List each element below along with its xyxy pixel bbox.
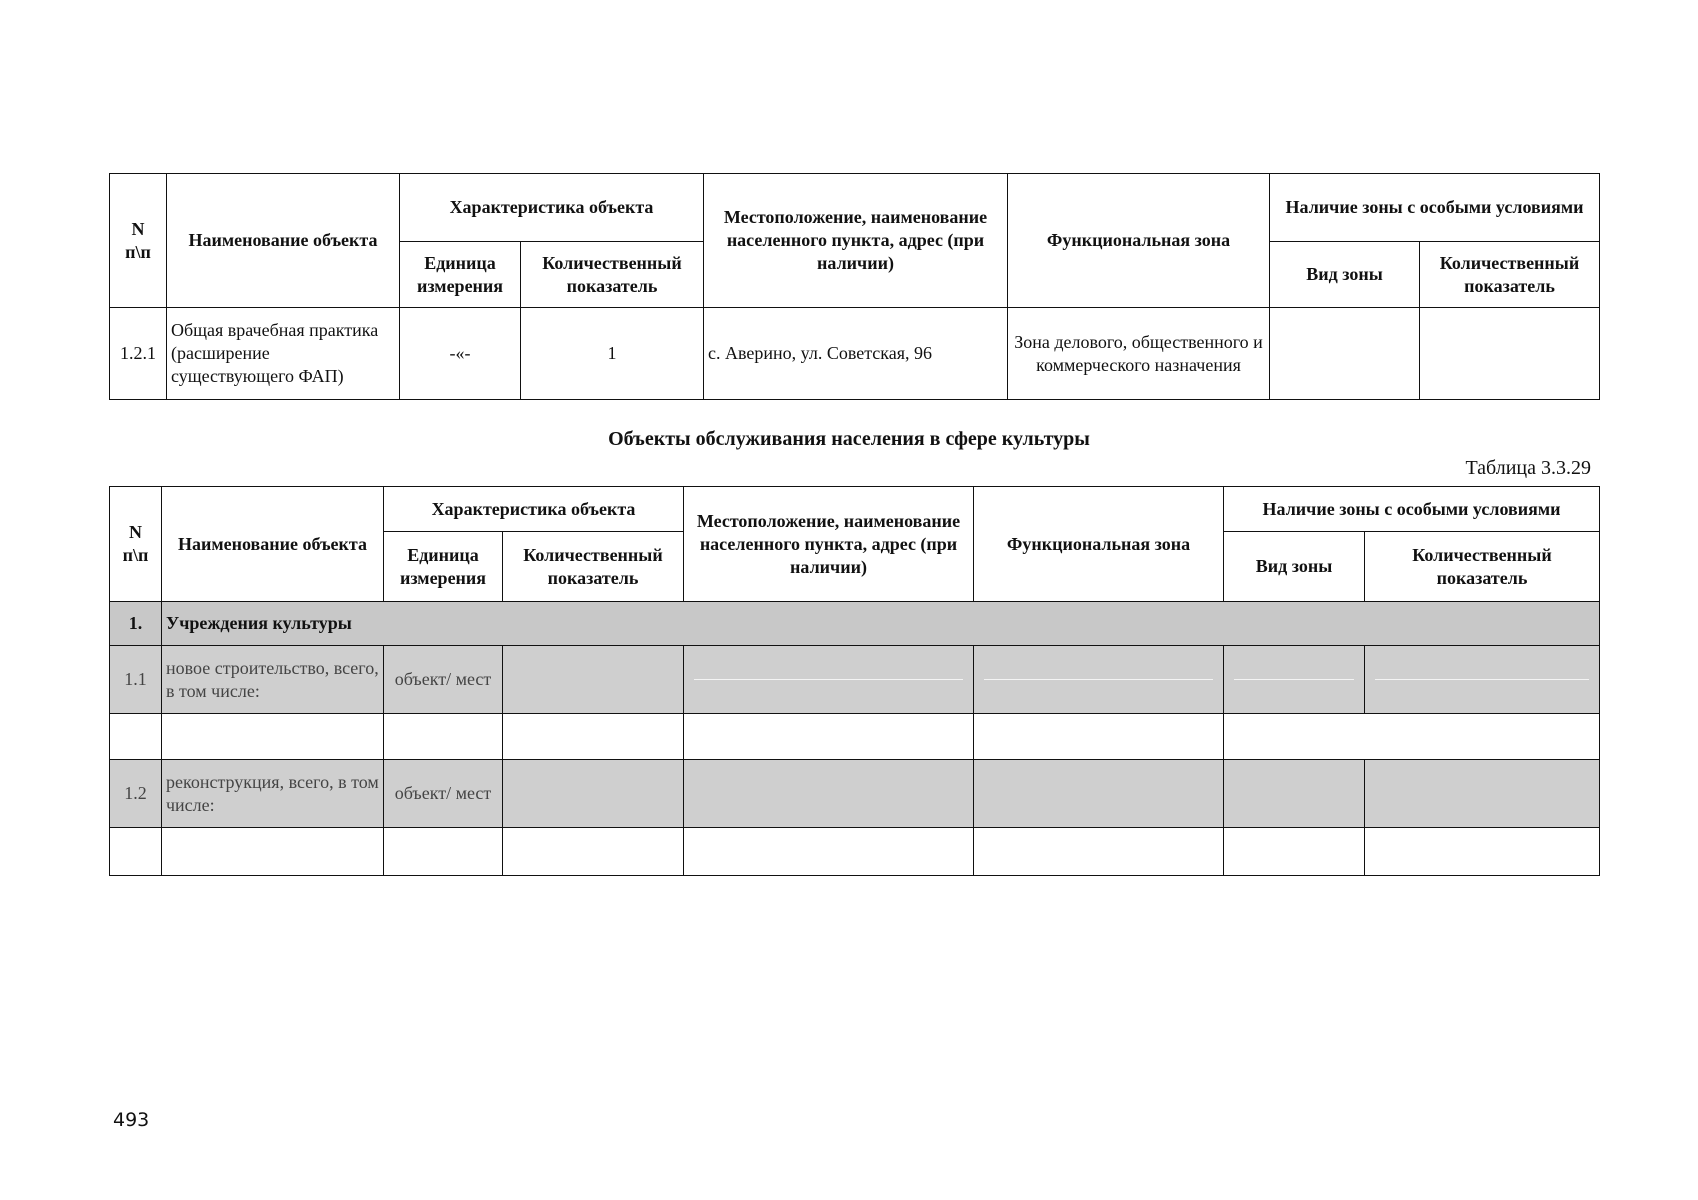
header-location: Местоположение, наименование населенного пункта, адрес (при наличии) [684,487,974,602]
header-zone-type: Вид зоны [1224,532,1365,602]
empty-cell [503,714,684,760]
empty-cell [684,828,974,876]
page-number: 493 [113,1109,150,1131]
row-location [684,760,974,828]
row-zone-quantity [1365,646,1600,714]
row-functional-zone [974,760,1224,828]
empty-cell [684,714,974,760]
empty-cell [162,828,384,876]
empty-cell [384,828,503,876]
header-quantity: Количественный показатель [503,532,684,602]
row-unit: -«- [400,308,521,400]
table-culture [109,486,1600,876]
empty-cell [1224,714,1600,760]
row-name: реконструкция, всего, в том числе: [162,760,384,828]
header-quantity: Количественный показатель [521,242,704,308]
row-zone-quantity [1420,308,1600,400]
row-num: 1.2 [110,760,162,828]
table-row [110,646,1600,714]
header-characteristics: Характеристика объекта [400,174,704,242]
empty-cell [503,828,684,876]
header-zone-type: Вид зоны [1270,242,1420,308]
row-zone-type [1224,646,1365,714]
row-location: с. Аверино, ул. Советская, 96 [704,308,1008,400]
group-label: Учреждения культуры [162,602,1600,646]
header-unit: Единица измерения [384,532,503,602]
row-unit: объект/ мест [384,760,503,828]
group-num: 1. [110,602,162,646]
row-functional-zone: Зона делового, общественного и коммерческого назначения [1008,308,1270,400]
empty-cell [110,714,162,760]
row-zone-quantity [1365,760,1600,828]
empty-cell [162,714,384,760]
row-functional-zone [974,646,1224,714]
table-number: Таблица 3.3.29 [1465,457,1591,479]
header-name: Наименование объекта [162,487,384,602]
header-name: Наименование объекта [167,174,400,308]
empty-cell [1224,828,1365,876]
row-num: 1.1 [110,646,162,714]
row-quantity: 1 [521,308,704,400]
empty-cell [110,828,162,876]
table-row [110,760,1600,828]
header-num: N п\п [110,487,162,602]
empty-cell [1365,828,1600,876]
row-unit: объект/ мест [384,646,503,714]
table-healthcare [109,173,1600,400]
empty-cell [384,714,503,760]
header-location: Местоположение, наименование населенного пункта, адрес (при наличии) [704,174,1008,308]
header-special-zone: Наличие зоны с особыми условиями [1270,174,1600,242]
header-special-zone: Наличие зоны с особыми условиями [1224,487,1600,532]
row-num: 1.2.1 [110,308,167,400]
row-quantity [503,646,684,714]
section-title: Объекты обслуживания населения в сфере культуры [608,428,1090,450]
row-zone-type [1224,760,1365,828]
table-row [110,308,1600,400]
row-name: Общая врачебная практика (расширение существующего ФАП) [167,308,400,400]
header-num: N п\п [110,174,167,308]
empty-cell [974,828,1224,876]
header-zone-quantity: Количественный показатель [1365,532,1600,602]
header-functional-zone: Функциональная зона [974,487,1224,602]
group-row [110,602,1600,646]
row-zone-type [1270,308,1420,400]
empty-cell [974,714,1224,760]
row-quantity [503,760,684,828]
header-unit: Единица измерения [400,242,521,308]
header-zone-quantity: Количественный показатель [1420,242,1600,308]
table-row [110,828,1600,876]
row-name: новое строительство, всего, в том числе: [162,646,384,714]
row-location [684,646,974,714]
header-functional-zone: Функциональная зона [1008,174,1270,308]
header-characteristics: Характеристика объекта [384,487,684,532]
table-row [110,714,1600,760]
